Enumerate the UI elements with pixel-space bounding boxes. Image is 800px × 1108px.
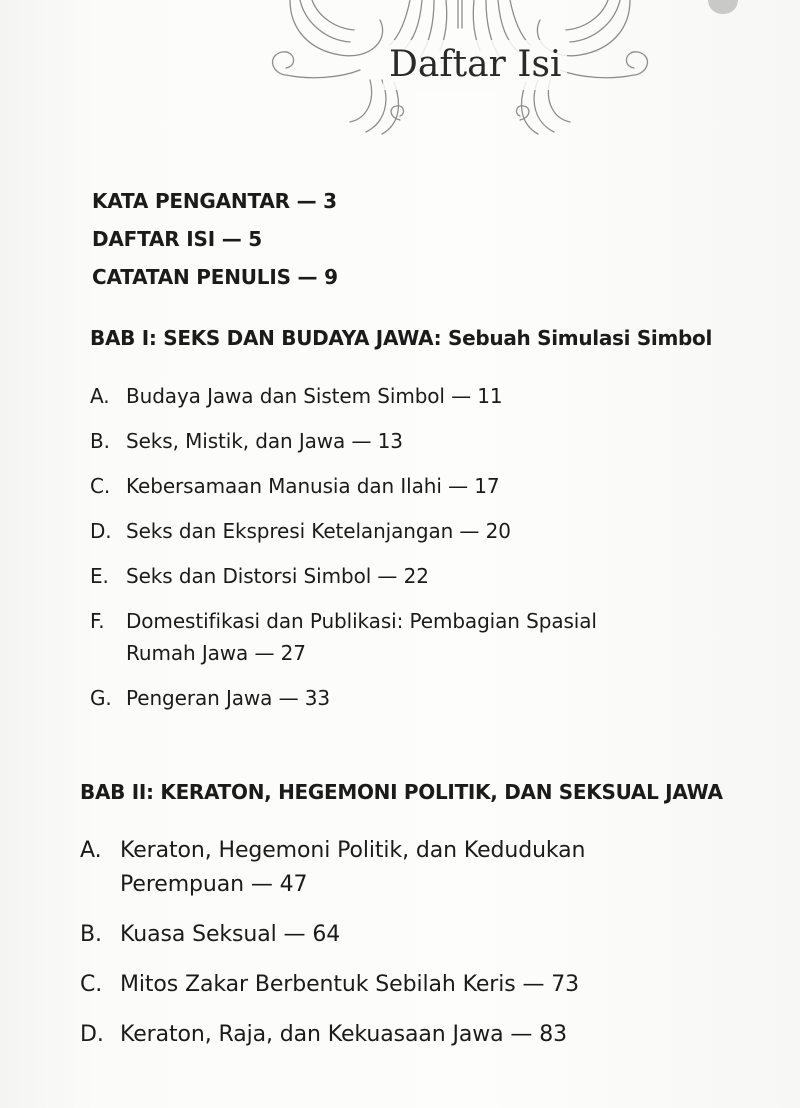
- entry-title: Domestifikasi dan Publikasi: Pembagian Spasial: [126, 609, 597, 633]
- chapter-heading-bab-1[interactable]: BAB I: SEKS DAN BUDAYA JAWA: Sebuah Simulasi Simbol: [90, 326, 713, 350]
- front-matter: [92, 182, 338, 296]
- entry-title: Seks dan Distorsi Simbol — 22: [126, 564, 429, 588]
- entry-title: Mitos Zakar Berbentuk Sebilah Keris — 73: [120, 972, 580, 997]
- chapter-heading-bab-2[interactable]: BAB II: KERATON, HEGEMONI POLITIK, DAN SEKSUAL JAWA: [80, 780, 723, 804]
- entry-title: Budaya Jawa dan Sistem Simbol — 11: [126, 384, 503, 408]
- chapter-2-entries: [80, 834, 720, 1068]
- page-title: Daftar Isi: [383, 40, 567, 90]
- entry-title: Keraton, Hegemoni Politik, dan Kedudukan: [120, 838, 586, 863]
- entry-letter: E.: [90, 564, 109, 588]
- entry-title: Seks dan Ekspresi Ketelanjangan — 20: [126, 519, 511, 543]
- toc-entry-catatan-penulis[interactable]: CATATAN PENULIS — 9: [92, 265, 338, 289]
- toc-entry[interactable]: [90, 682, 710, 714]
- entry-letter: D.: [80, 1022, 104, 1047]
- entry-letter: B.: [80, 922, 102, 947]
- chapter-1-entries: [90, 380, 710, 727]
- toc-entry[interactable]: [90, 425, 710, 457]
- toc-entry[interactable]: [80, 834, 720, 902]
- toc-entry[interactable]: [80, 918, 720, 952]
- entry-letter: A.: [90, 384, 110, 408]
- toc-entry[interactable]: [90, 605, 710, 669]
- entry-letter: C.: [80, 972, 103, 997]
- toc-entry[interactable]: [90, 470, 710, 502]
- entry-letter: D.: [90, 519, 112, 543]
- entry-title-continuation: Perempuan — 47: [120, 872, 308, 897]
- toc-entry-daftar-isi[interactable]: DAFTAR ISI — 5: [92, 227, 263, 251]
- entry-letter: B.: [90, 429, 110, 453]
- toc-entry[interactable]: [90, 560, 710, 592]
- toc-entry-kata-pengantar[interactable]: KATA PENGANTAR — 3: [92, 189, 337, 213]
- entry-letter: C.: [90, 474, 111, 498]
- entry-title-continuation: Rumah Jawa — 27: [126, 641, 306, 665]
- entry-title: Pengeran Jawa — 33: [126, 686, 330, 710]
- entry-letter: A.: [80, 838, 102, 863]
- corner-decoration: [708, 0, 738, 14]
- entry-letter: G.: [90, 686, 112, 710]
- entry-title: Keraton, Raja, dan Kekuasaan Jawa — 83: [120, 1022, 567, 1047]
- entry-letter: F.: [90, 609, 105, 633]
- entry-title: Seks, Mistik, dan Jawa — 13: [126, 429, 403, 453]
- toc-entry[interactable]: [80, 968, 720, 1002]
- toc-entry[interactable]: [90, 380, 710, 412]
- toc-entry[interactable]: [80, 1018, 720, 1052]
- toc-entry[interactable]: [90, 515, 710, 547]
- entry-title: Kuasa Seksual — 64: [120, 922, 341, 947]
- entry-title: Kebersamaan Manusia dan Ilahi — 17: [126, 474, 500, 498]
